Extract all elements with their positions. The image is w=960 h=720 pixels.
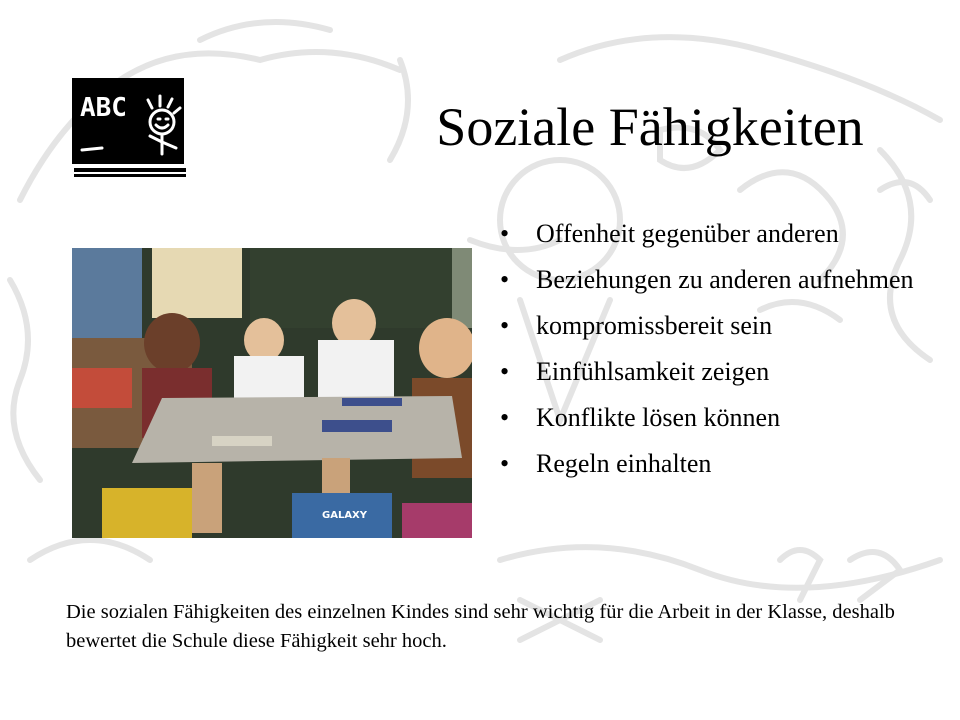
bullet-symbol: • [500, 219, 510, 248]
bullet-symbol: • [500, 311, 510, 340]
bullet-item [496, 448, 936, 479]
bullet-item [496, 310, 936, 341]
classroom-children-photo [72, 248, 472, 538]
bullet-text: Beziehungen zu anderen aufnehmen [536, 265, 914, 294]
bullet-text: Regeln einhalten [536, 449, 712, 478]
bullet-text: Offenheit gegenüber anderen [536, 219, 839, 248]
backpack-label: GALAXY [322, 510, 368, 521]
bullet-text: Konflikte lösen können [536, 403, 781, 432]
slide-title: Soziale Fähigkeiten [436, 97, 864, 157]
bullet-item [496, 356, 936, 387]
bullet-text: kompromissbereit sein [536, 311, 773, 340]
caption-text: Die sozialen Fähigkeiten des einzelnen Kindes sind sehr wichtig für die Arbeit in der Klasse, deshalb bewertet die Schule diese Fähigkeit sehr hoch. [66, 601, 895, 652]
bullet-text: Einfühlsamkeit zeigen [536, 357, 770, 386]
bullet-item [496, 218, 936, 249]
chalkboard-abc-icon [72, 78, 188, 178]
logo-text: ABC [80, 93, 127, 123]
bullet-symbol: • [500, 357, 510, 386]
bullet-symbol: • [500, 265, 510, 294]
bullet-symbol: • [500, 403, 510, 432]
bullet-item [496, 264, 936, 295]
bullet-list [496, 218, 936, 494]
bullet-item [496, 402, 936, 433]
bullet-symbol: • [500, 449, 510, 478]
